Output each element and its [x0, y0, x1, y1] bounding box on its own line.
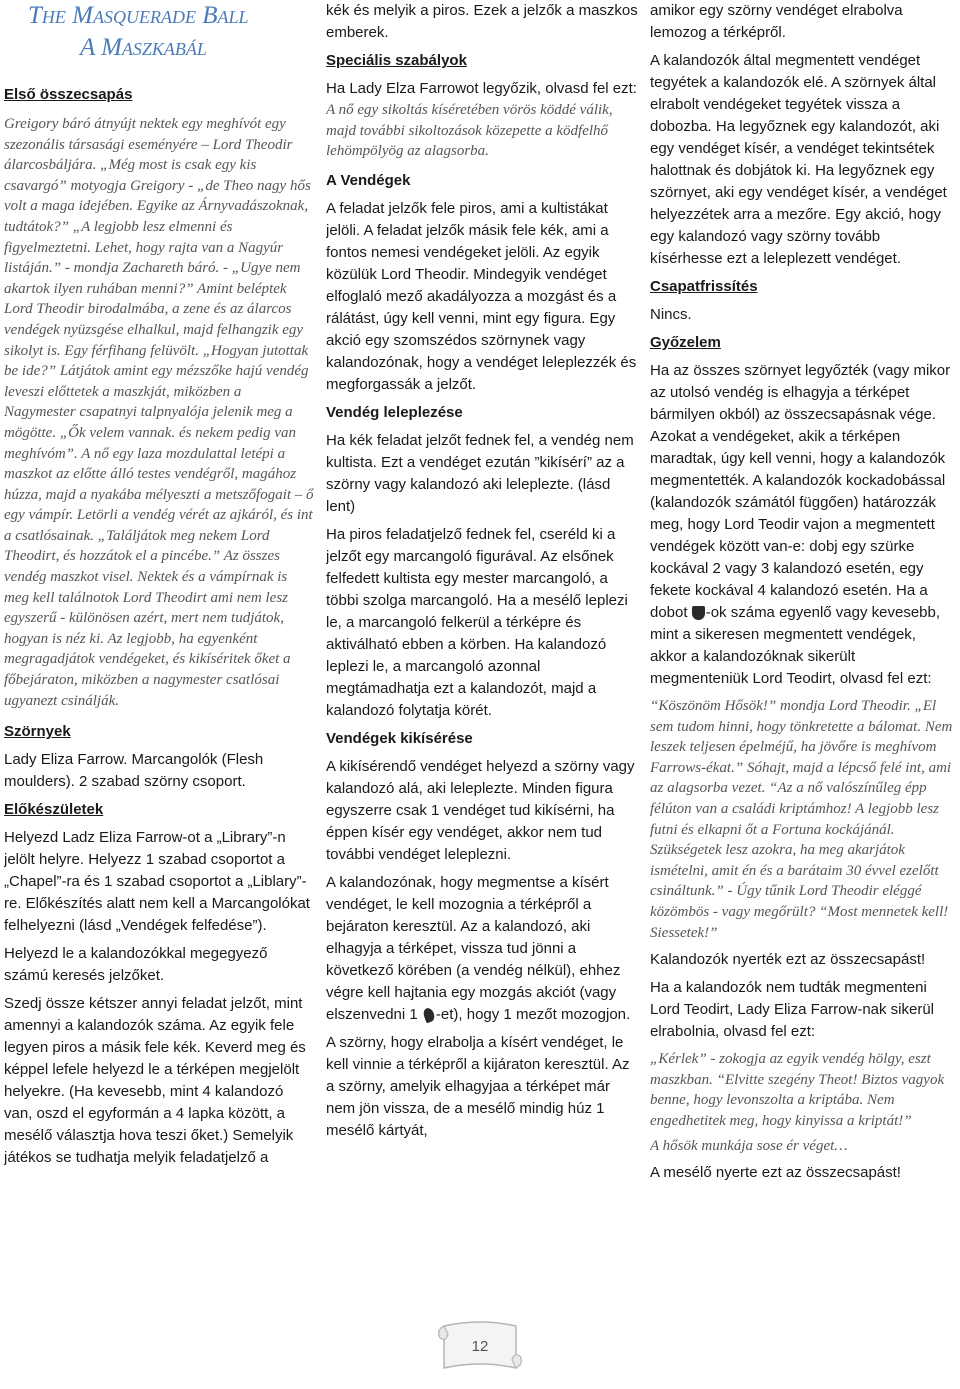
page-number: 12 — [471, 1338, 489, 1355]
heading-preparations: Előkészületek — [4, 801, 104, 819]
prep-paragraph-1: Helyezd Ladz Eliza Farrow-ot a „Library”-n jelölt helyre. Helyezz 1 szabad csoportot a „Chapel”-ra és 1 szabad csoportot a „Liblary”-re. Előkészítés alatt nem kell a Marcangolókat felhelyezni (lásd „Vendégek felfedése”). — [4, 829, 310, 935]
victory-text-a: Ha az összes szörnyet legyőzték (vagy mikor az utolsó vendég is elhagyja a térképet bármilyen okból) az összecsapásnak vége. Azokat a vendégeket, akik a térképen maradtak, úgy kell venni, hogy a kalandozók megmentették. A kalandozók kockadobással (kalandozók számától függően) határozzák meg, hogy Lord Teodir vajon a megmentett vendégek között van-e: dobj egy szürke kockával 2 vagy 3 kalandozó esetén, egy fekete kockával 4 kalandozó esetén. Ha a dobot — [650, 362, 951, 621]
failure-quote: „Kérlek” - zokogja az egyik vendég hölgy, eszt maszkban. “Elvitte szegény Theot! Biztos vagyok benne, hogy levonszolta a kriptába. Nem engedhetitek meg, hogy kinyissa a kriptát!” — [650, 1051, 945, 1129]
guests-text: A feladat jelzők fele piros, ami a kultistákat jelöli. A feladat jelzők másik fele kék, ami a fontos nemesi vendégeket jelöli. Az egyik közülük Lord Theodir. Mindegyik vendéget elfoglaló mező akadályozza a mozgást és a rálátást, úgy kell venni, mint egy figura. Egy akció egy szomszédos szörnynek vagy kalandozónak, hogy a vendéget leleplezzék és megforgassák a jelzőt. — [326, 199, 637, 393]
heading-monsters: Szörnyek — [4, 723, 71, 741]
column-3 — [650, 0, 956, 1184]
victory-text-b: -ok száma egyenlő vagy kevesebb, mint a sikeresen megmentett vendégek, akkor a kalandozóknak sikerült megmenteniük Lord Teodirt, olvasd fel ezt: — [650, 604, 941, 687]
special-rules-quote: A nő egy sikoltás kíséretében vörös köddé válik, majd további sikoltozások közepette a ködfelhő lehömpölyög az alagsorba. — [326, 102, 613, 160]
heading-escort: Vendégek kikísérése — [326, 729, 473, 747]
special-rules-text: Ha Lady Elza Farrowot legyőzik, olvasd fel ezt: — [326, 80, 637, 97]
heading-guests: A Vendégek — [326, 171, 411, 189]
victory-quote: “Köszönöm Hősök!” mondja Lord Theodir. „El sem tudom hinni, hogy tönkretette a bálomat. Nem leszek teljesen épelméjű, ha jövőre is meghívom Farrows-ékat.” Sóhajt, majd a lépcső felé int, ami az alagsorba vezet. “Az a nő valószínűleg épp félúton van a családi kriptámhoz! A legjobb lesz futni és elkapni őt a Fortuna kockájánál. Szükségetek lesz azokra, ha meg akarjátok ismételni, amit én és a barátaim 30 évvel ezelőtt csináltunk.” - Úgy tűnik Lord Theodir eléggé közömbös - vagy megőrült? “Most mennetek kell! Siessetek!” — [650, 698, 953, 941]
reinforcement-text: Nincs. — [650, 306, 692, 323]
reveal-paragraph-2: Ha piros feladatjelző fednek fel, cseréld ki a jelzőt egy marcangoló figurával. Az elsőnek felfedett kultista egy mester marcangoló, a többi szolga marcangoló. Ha a mesélő leplezi le, a marcangoló felkerül a térképre és aktiválható ebben a körben. Ha kalandozó leplezi le, a marcangoló azonnal megtámadhatja ezt a kalandozót, majd a kalandozó folytatja körét. — [326, 525, 628, 719]
col3-continuation: amikor egy szörny vendéget elrabolva lemozog a térképről. — [650, 2, 903, 41]
escort-text-b: -et), hogy 1 mezőt mozogjon. — [435, 1005, 631, 1023]
failure-text: Ha a kalandozók nem tudták megmenteni Lord Teodirt, Lady Eliza Farrow-nak sikerül elrabolnia, olvasd fel ezt: — [650, 979, 935, 1041]
shield-icon — [692, 606, 705, 620]
heading-reinforcement: Csapatfrissítés — [650, 278, 758, 295]
blood-drop-icon — [422, 1007, 436, 1024]
closing-quote: A hősök munkája sose ér véget… — [650, 1137, 848, 1154]
col2-continuation: kék és melyik a piros. Ezek a jelzők a maszkos emberek. — [326, 2, 638, 41]
title-english: The Masquerade Ball — [28, 2, 249, 29]
heading-first-encounter: Első összecsapás — [4, 86, 133, 103]
prep-paragraph-3: Szedj össze kétszer annyi feladat jelzőt, mint amennyi a kalandozók száma. Az egyik fele legyen piros a másik fele kék. Keverd meg és képpel lefele helyezd le a térképen megjelölt helyekre. (Ha kevesebb, mint 4 kalandozó van, oszd el egyformán a 4 lapka között, a mesélő választja hova teszi őket.) Semelyik játékos se tudhatja melyik feladatjelző a — [4, 995, 306, 1167]
prep-paragraph-2: Helyezd le a kalandozókkal megegyező számú keresés jelzőket. — [4, 945, 268, 985]
result-heroes: Kalandozók nyerték ezt az összecsapást! — [650, 951, 926, 969]
heading-guest-reveal: Vendég leleplezése — [326, 403, 463, 421]
heading-victory: Győzelem — [650, 334, 721, 351]
escort-paragraph-2 — [326, 872, 638, 1026]
column-1 — [4, 0, 314, 1169]
column-2 — [326, 0, 638, 1142]
escort-paragraph-1: A kikísérendő vendéget helyezd a szörny vagy kalandozó alá, aki leleplezte. Minden figura egyszerre csak 1 vendéget tud kikísérni, ha éppen kísér egy vendéget, akkor nem tud további vendéget leleplezni. — [326, 757, 635, 863]
reveal-paragraph-1: Ha kék feladat jelzőt fednek fel, a vendég nem kultista. Ezt a vendéget ezután ”kikísérí” az a szörny vagy kalandozó aki leleplezte. (lásd lent) — [326, 431, 634, 515]
saved-guests-text: A kalandozók által megmentett vendéget tegyétek a kalandozók elé. A szörnyek által elrabolt vendégeket tegyétek vissza a dobozba. Ha legyőznek egy kalandozót, aki egy vendéget kísér, a vendéget tekintsétek halottnak és dobjátok ki. Ha legyőznek egy szörnyet, aki egy vendéget kísér, a vendéget helyezzétek arra a mezőre. Egy akció, hogy egy kalandozó vagy szörny tovább kísérhesse ezt a leleplezett vendéget. — [650, 52, 947, 267]
heading-special-rules: Speciális szabályok — [326, 52, 467, 69]
victory-paragraph — [650, 360, 956, 690]
page-number-scroll — [432, 1316, 528, 1380]
result-overlord: A mesélő nyerte ezt az összecsapást! — [650, 1164, 901, 1182]
escort-text-a: A kalandozónak, hogy megmentse a kísért vendéget, le kell mozognia a térképről a bejáraton keresztül. Az a kalandozó, aki elhagyja a térképet, vissza tud jönni a következő körében (a vendég nélkül), ehhez végre kell hajtania egy mozgás akciót (vagy elszenvedni 1 — [326, 873, 621, 1023]
title-hungarian: A Maszkabál — [80, 34, 207, 61]
monsters-text: Lady Eliza Farrow. Marcangolók (Flesh moulders). 2 szabad szörny csoport. — [4, 751, 264, 791]
escort-paragraph-3: A szörny, hogy elrabolja a kísért vendéget, le kell vinnie a térképről a kijáraton keresztül. Az a szörny, amelyik elhagyjaa a térképet már nem jön vissza, de a mesélő mindig húz 1 mesélő kártyát, — [326, 1033, 630, 1139]
intro-text: Greigory báró átnyújt nektek egy meghívót egy szezonális társasági eseményére – Lord Theodir álarcosbáljára. „Még most is csak egy kis csavargó” motyogja Greigory - „de Theo nagy hős volt a maga idejében. Egyike az Árnyvadászoknak, tudtátok?” „A legjobb lesz elmenni és figyelmeztetni. Lehet, hogy rajta van a Nagyúr listáján.” - mondja Zachareth báró. - „Ugye nem akartok ilyen ruhában menni?” Amint beléptek Lord Theodir birodalmába, a zene és az álarcos vendégek nyüzsgése elhalkul, majd felhangzik egy sikolyt is. Egy férfihang felüvölt. „Hogyan jutottak be ide?” Látjátok amint egy mézszőke hajú vendég leveszi előttetek a maszkját, miközben a Nagymester csapatnyi talpnyalója jelenik meg a mögötte. „Ők velem vannak. és nekem pedig van meghívóm”. A nő egy laza mozdulattal letépi a maszkot az előtte álló testes vendégről, magához húzza, majd a nyakába mélyeszti a metszőfogait – ő egy vámpír. Letörli a vendég vérét az ajkáról, és int a csatlósainak. „Találjátok meg nekem Lord Theodirt, és hozzátok el a pincébe.” Az összes vendég maszkot visel. Nektek és a vámpírnak is meg kell találnotok Lord Theodirt ami nem lesz egyszerű - különösen azért, mert nem tudjátok, hogyan is néz ki. Az legjobb, ha egyenként megragadjátok vendégeket, és kikíséritek őket a főbejáraton, miközben a nagymester csatlósai ugyanezt csinálják. — [4, 116, 314, 709]
